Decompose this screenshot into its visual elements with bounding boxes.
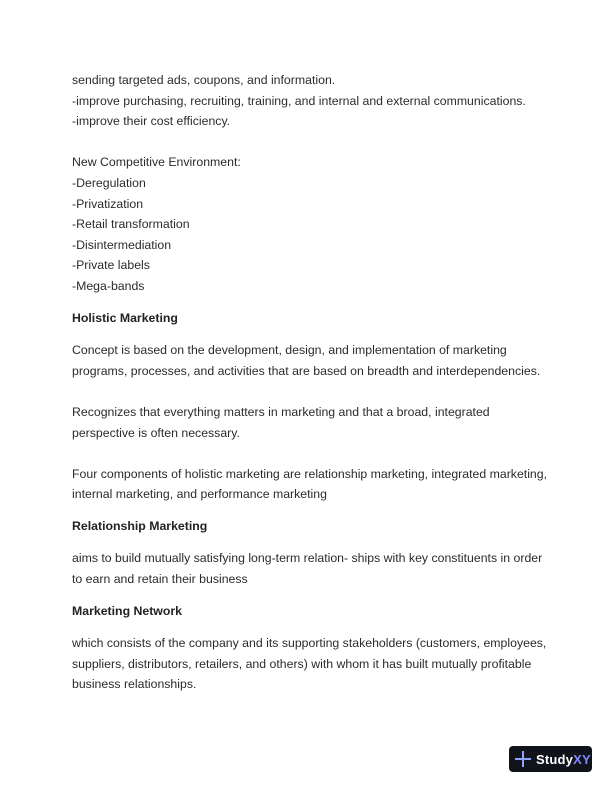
list-item: -Private labels [72, 258, 150, 273]
brand-main: Study [536, 751, 574, 767]
intro-section [72, 70, 542, 132]
text-line: Four components of holistic marketing are relationship marketing, integrated marketing, [72, 466, 548, 481]
list-item: -Mega-bands [72, 278, 145, 293]
holistic-marketing-heading: Holistic Marketing [72, 310, 178, 325]
text-line: which consists of the company and its supporting stakeholders (customers, employees, [72, 636, 547, 651]
text-line: suppliers, distributors, retailers, and others) with whom it has built mutually profitable [72, 656, 532, 671]
text-line: sending targeted ads, coupons, and information. [72, 73, 336, 87]
studyxy-badge[interactable] [509, 746, 592, 772]
list-item: -Deregulation [72, 175, 146, 190]
text-line: Concept is based on the development, design, and implementation of marketing [72, 343, 507, 358]
relationship-paragraph [72, 548, 542, 589]
text-line: -improve purchasing, recruiting, training, and internal and external communications. [72, 93, 526, 108]
list-item: -Retail transformation [72, 217, 190, 232]
text-line: aims to build mutually satisfying long-term relation- ships with key constituents in order [72, 551, 543, 566]
plus-icon [515, 751, 531, 767]
text-line: perspective is often necessary. [72, 425, 240, 440]
text-line: to earn and retain their business [72, 572, 248, 587]
competitive-environment-section [72, 152, 542, 296]
marketing-network-heading: Marketing Network [72, 603, 183, 618]
text-line: programs, processes, and activities that are based on breadth and interdependencies. [72, 363, 541, 378]
text-line: internal marketing, and performance marketing [72, 487, 327, 502]
text-line: -improve their cost efficiency. [72, 114, 231, 129]
holistic-paragraph [72, 464, 548, 505]
list-item: -Privatization [72, 196, 144, 211]
network-paragraph [72, 633, 547, 695]
section-label: New Competitive Environment: [72, 155, 241, 170]
brand-accent: XY [573, 751, 591, 767]
text-line: Recognizes that everything matters in marketing and that a broad, integrated [72, 404, 490, 419]
holistic-paragraph [72, 402, 542, 443]
holistic-paragraph [72, 340, 542, 381]
document-body [72, 70, 548, 695]
relationship-marketing-heading: Relationship Marketing [72, 518, 208, 533]
brand-logo-text [536, 752, 591, 767]
text-line: business relationships. [72, 677, 197, 692]
list-item: -Disintermediation [72, 237, 172, 252]
